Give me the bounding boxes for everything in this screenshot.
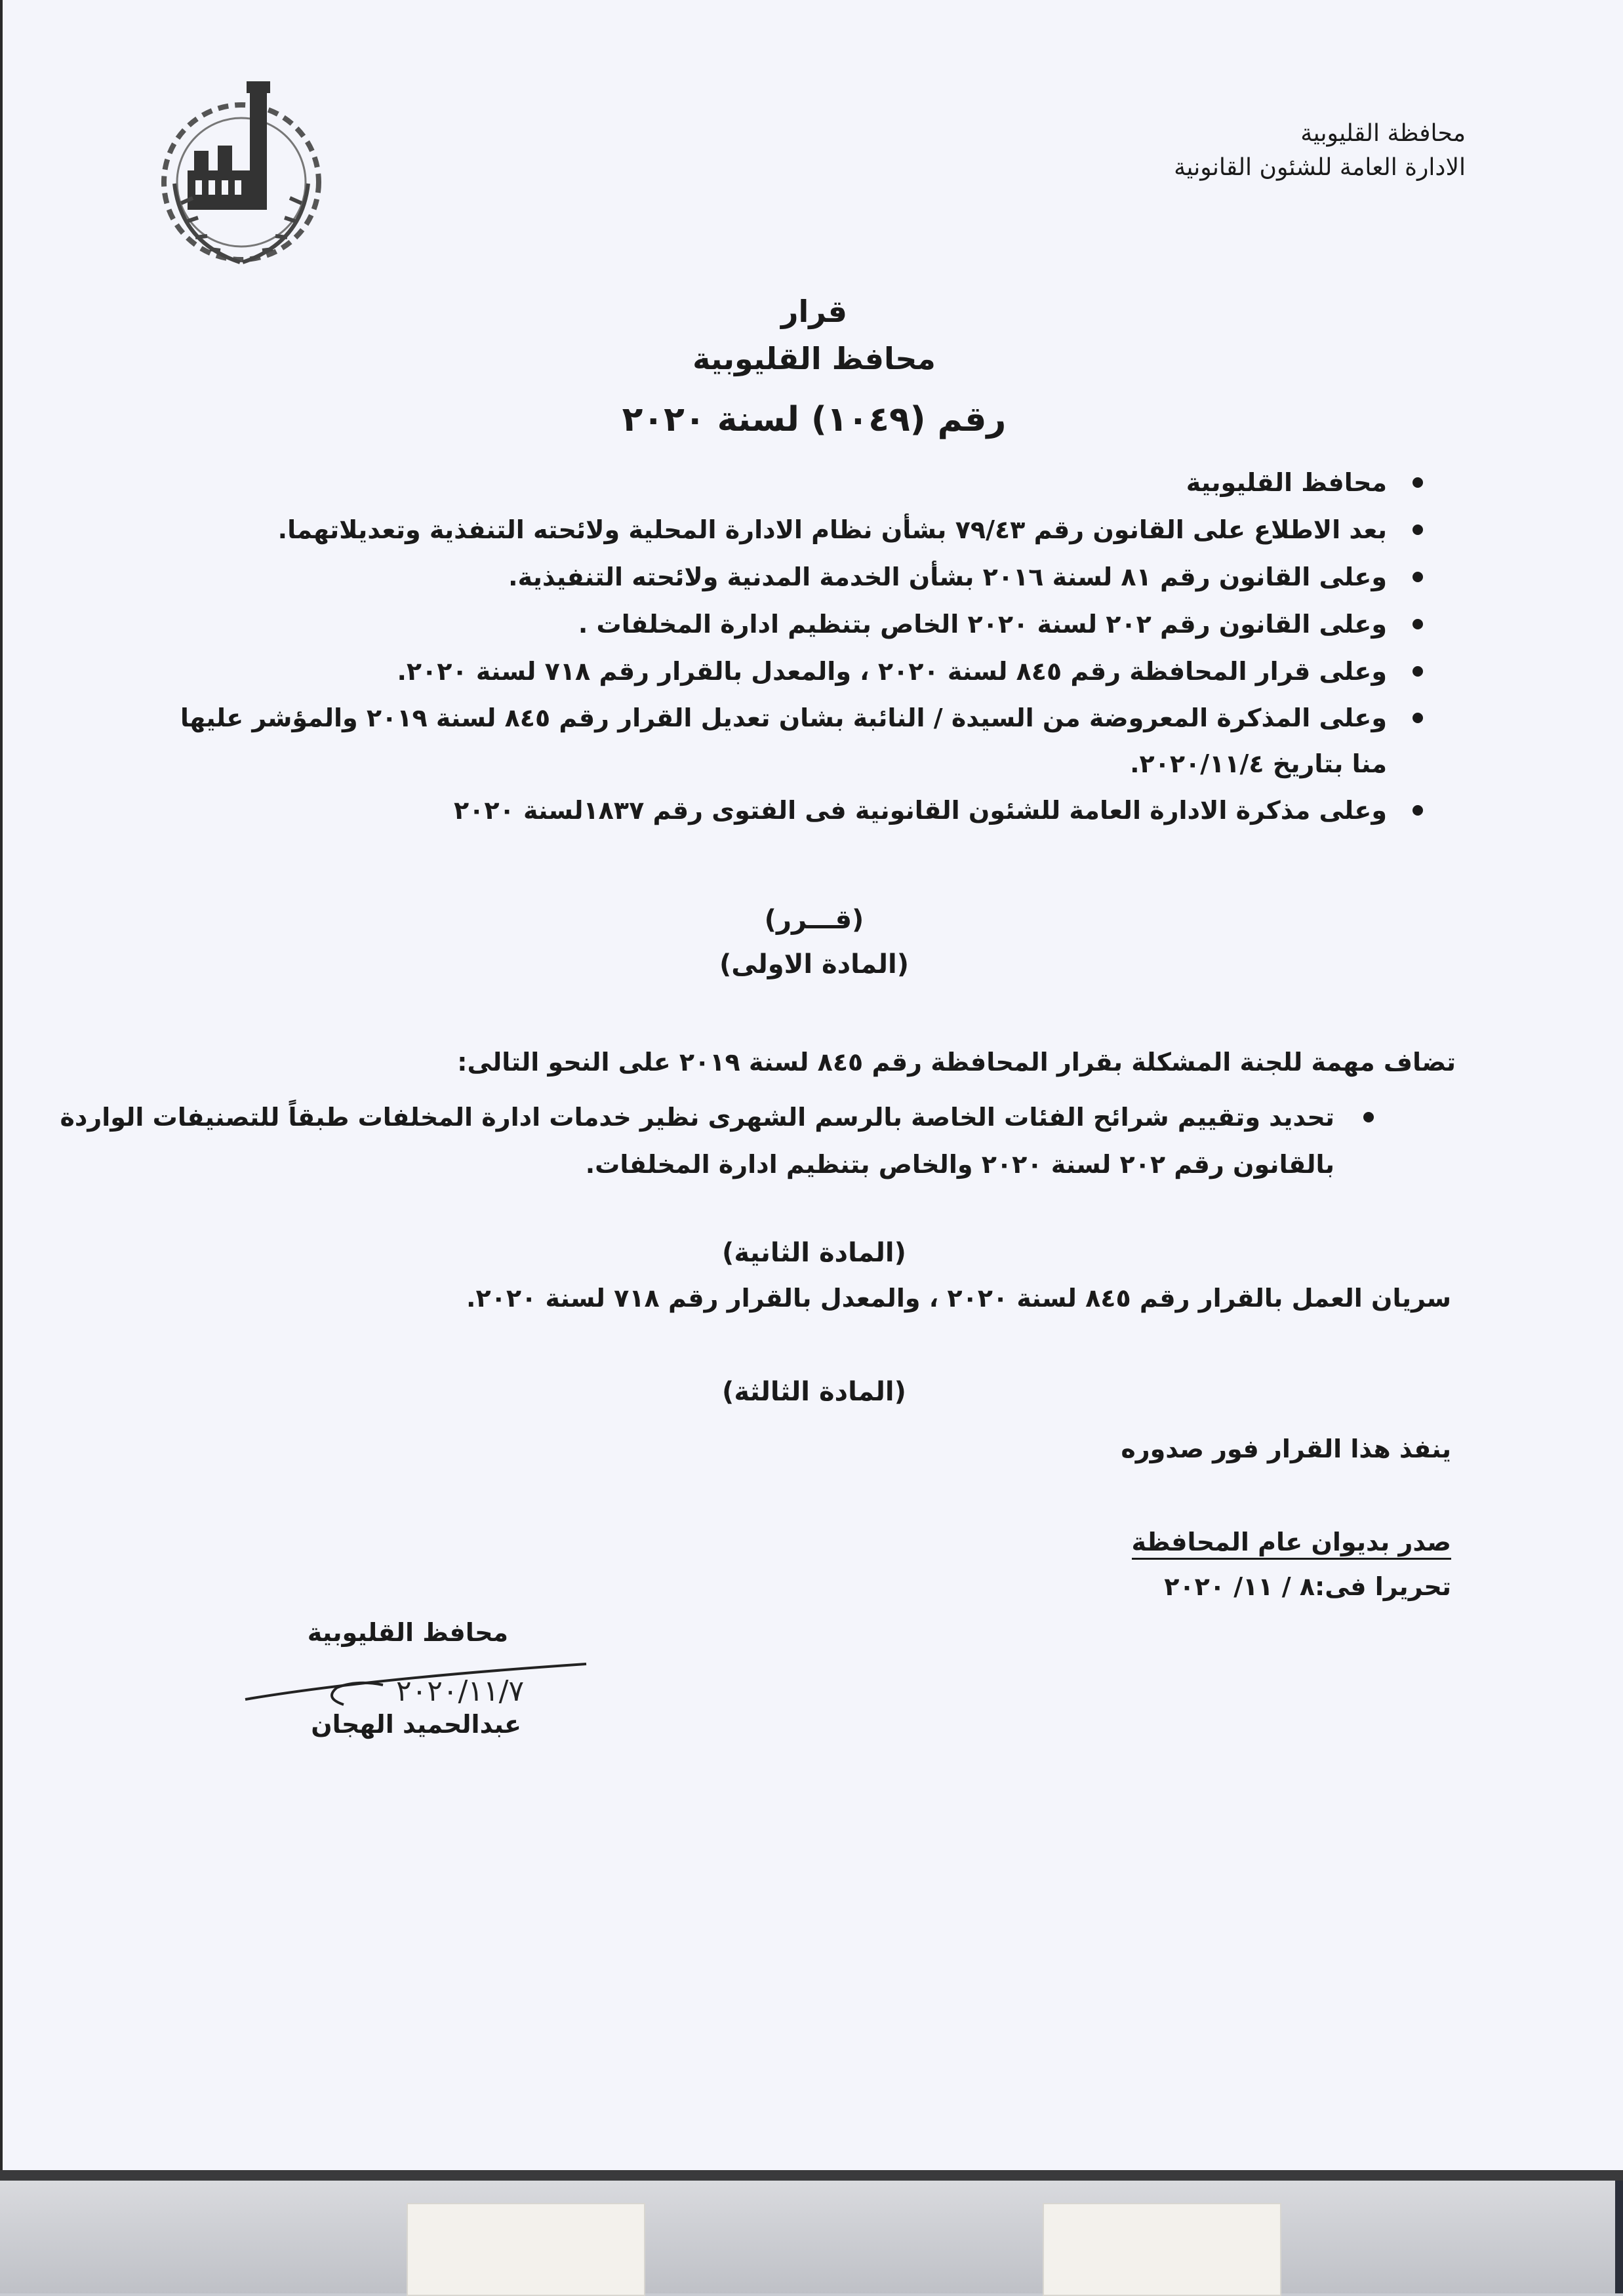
list-item: وعلى قرار المحافظة رقم ٨٤٥ لسنة ٢٠٢٠ ، والمعدل بالقرار رقم ٧١٨ لسنة ٢٠٢٠. (161, 648, 1423, 695)
scanner-clip (407, 2203, 645, 2296)
bullet-icon (1413, 805, 1423, 816)
preamble-list (161, 459, 1423, 834)
decree-number: رقم (١٠٤٩) لسنة ٢٠٢٠ (622, 400, 1007, 439)
signatory-title: محافظ القليوبية (307, 1618, 508, 1647)
signatory-name: عبدالحميد الهجان (311, 1710, 521, 1739)
article-1-heading: (المادة الاولى) (719, 949, 910, 980)
scanner-strip (1615, 2181, 1623, 2293)
page-edge (0, 2170, 1623, 2181)
article-1-intro: تضاف مهمة للجنة المشكلة بقرار المحافظة رقم ٨٤٥ لسنة ٢٠١٩ على النحو التالى: (457, 1048, 1456, 1077)
governorate-seal-icon (155, 72, 328, 275)
list-item: بعد الاطلاع على القانون رقم ٧٩/٤٣ بشأن نظام الادارة المحلية ولائحته التنفذية وتعديلاتهما. (161, 506, 1423, 553)
article-3-text: ينفذ هذا القرار فور صدوره (1121, 1435, 1451, 1463)
bullet-icon (1413, 525, 1423, 535)
article-3-heading: (المادة الثالثة) (722, 1377, 906, 1407)
bullet-icon (1413, 477, 1423, 488)
bullet-icon (1363, 1112, 1374, 1122)
signature-date: ٢٠٢٠/١١/٧ (396, 1674, 525, 1708)
scanner-bed (0, 2181, 1623, 2293)
bullet-icon (1413, 713, 1423, 723)
list-item: وعلى مذكرة الادارة العامة للشئون القانونية فى الفتوى رقم ١٨٣٧لسنة ٢٠٢٠ (161, 787, 1423, 834)
scanner-clip (1043, 2203, 1281, 2296)
governorate-name: محافظة القليوبية (1300, 120, 1466, 147)
issue-date: تحريرا فى:٨ / ١١/ ٢٠٢٠ (1164, 1572, 1451, 1601)
issuing-authority (1174, 117, 1466, 185)
list-item: وعلى القانون رقم ٨١ لسنة ٢٠١٦ بشأن الخدمة المدنية ولائحته التنفيذية. (161, 553, 1423, 601)
issuer-title: محافظ القليوبية (692, 341, 936, 376)
article-2-text: سريان العمل بالقرار رقم ٨٤٥ لسنة ٢٠٢٠ ، والمعدل بالقرار رقم ٧١٨ لسنة ٢٠٢٠. (466, 1284, 1451, 1313)
issued-at: صدر بديوان عام المحافظة (1132, 1528, 1451, 1560)
list-item: وعلى المذكرة المعروضة من السيدة / النائبة بشان تعديل القرار رقم ٨٤٥ لسنة ٢٠١٩ والمؤشر عليها منا بتاريخ ٢٠٢٠/١١/٤. (161, 695, 1423, 787)
decree-heading: (قـــرر) (764, 905, 864, 935)
bullet-icon (1413, 572, 1423, 582)
article-1-bullet: تحديد وتقييم شرائح الفئات الخاصة بالرسم الشهرى نظير خدمات ادارة المخلفات طبقاً للتصنيفات الواردة بالقانون رقم ٢٠٢ لسنة ٢٠٢٠ والخاص بتنظيم ادارة المخلفات. (23, 1094, 1334, 1188)
department-name: الادارة العامة للشئون القانونية (1174, 154, 1466, 181)
document-type: قرار (781, 294, 847, 329)
list-item: وعلى القانون رقم ٢٠٢ لسنة ٢٠٢٠ الخاص بتنظيم ادارة المخلفات . (161, 601, 1423, 648)
bullet-icon (1413, 666, 1423, 677)
list-item: محافظ القليوبية (161, 459, 1423, 506)
article-2-heading: (المادة الثانية) (722, 1238, 906, 1268)
bullet-icon (1413, 619, 1423, 629)
